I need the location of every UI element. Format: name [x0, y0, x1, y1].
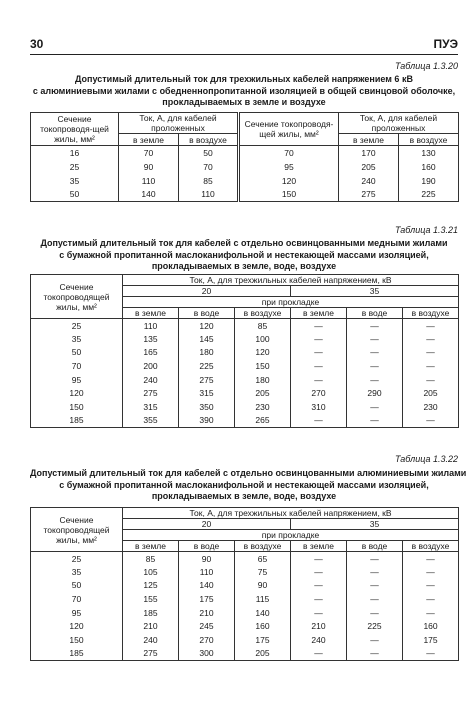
header-voltage-20: 20 — [123, 519, 291, 530]
table-cell: 290 — [347, 386, 403, 400]
table-cell: 160 — [403, 619, 459, 633]
table-cell: 185 — [31, 414, 123, 428]
table-cell: — — [403, 319, 459, 333]
table-cell: — — [403, 373, 459, 387]
header-current: Ток, А, для трехжильных кабелей напряжением, кВ — [123, 275, 459, 286]
table-cell: 70 — [31, 359, 123, 373]
table-cell: 90 — [235, 579, 291, 593]
table-cell: 95 — [31, 606, 123, 620]
table-cell: 315 — [123, 400, 179, 414]
table-cell: 175 — [179, 592, 235, 606]
table-cell: 240 — [123, 373, 179, 387]
table-cell: — — [347, 592, 403, 606]
title-line: Допустимый длительный ток для кабелей с отдельно освинцованными медными жилами — [40, 238, 448, 248]
header-sub: в воде — [347, 308, 403, 319]
table-1-3-21-number: Таблица 1.3.21 — [394, 225, 458, 235]
table-cell: 95 — [239, 160, 339, 174]
header-sub: в земле — [123, 308, 179, 319]
table-cell: 275 — [123, 386, 179, 400]
table-cell: — — [291, 359, 347, 373]
table-cell: 90 — [119, 160, 179, 174]
table-cell: 120 — [179, 319, 235, 333]
table-cell: 120 — [31, 386, 123, 400]
table-row — [31, 565, 459, 579]
table-cell: 355 — [123, 414, 179, 428]
table-row — [31, 174, 459, 188]
table-cell: 70 — [119, 146, 179, 160]
table-cell: — — [291, 414, 347, 428]
table-row — [31, 346, 459, 360]
table-cell: 240 — [123, 633, 179, 647]
header-laying: при прокладке — [123, 297, 459, 308]
table-1-3-22 — [30, 507, 459, 661]
table-cell: 25 — [31, 319, 123, 333]
table-cell: 175 — [403, 633, 459, 647]
table-cell: 230 — [403, 400, 459, 414]
table-cell: 110 — [179, 188, 239, 202]
table-1-3-20-number: Таблица 1.3.20 — [394, 61, 458, 71]
table-cell: — — [291, 592, 347, 606]
table-cell: 125 — [123, 579, 179, 593]
header-sub: в земле — [123, 541, 179, 552]
table-row — [31, 400, 459, 414]
table-cell: 150 — [31, 400, 123, 414]
table-cell: 225 — [347, 619, 403, 633]
table-cell: 140 — [235, 606, 291, 620]
header-sub: в воде — [347, 541, 403, 552]
table-1-3-20 — [30, 112, 459, 202]
header-current: Ток, А, для кабелей проложенных — [119, 113, 239, 134]
title-line: с бумажной пропитанной маслоканифольной и нестекающей массами изоляцией, — [59, 479, 429, 490]
table-cell: 110 — [119, 174, 179, 188]
table-cell: — — [347, 400, 403, 414]
header-section: Сечение токопроводя-щей жилы, мм² — [31, 113, 119, 146]
table-cell: — — [347, 373, 403, 387]
table-cell: 310 — [291, 400, 347, 414]
table-cell: — — [403, 346, 459, 360]
table-cell: 85 — [123, 552, 179, 566]
table-cell: 70 — [31, 592, 123, 606]
table-cell: 150 — [235, 359, 291, 373]
table-cell: — — [403, 359, 459, 373]
header-voltage-20: 20 — [123, 286, 291, 297]
table-cell: 95 — [31, 373, 123, 387]
title-line: с алюминиевыми жилами с обедненнопропитанной изоляцией в общей свинцовой оболочке, — [32, 85, 456, 96]
table-cell: 245 — [179, 619, 235, 633]
table-cell: — — [347, 647, 403, 661]
table-cell: 160 — [399, 160, 459, 174]
page-header — [30, 36, 458, 55]
header-sub: в воздухе — [403, 541, 459, 552]
header-air: в воздухе — [399, 134, 459, 146]
table-1-3-22-number: Таблица 1.3.22 — [394, 454, 458, 464]
table-cell: 160 — [235, 619, 291, 633]
table-row — [31, 606, 459, 620]
table-1-3-21-title — [30, 238, 458, 273]
table-cell: — — [347, 359, 403, 373]
table-cell: 180 — [179, 346, 235, 360]
table-cell: 50 — [31, 188, 119, 202]
header-current: Ток, А, для трехжильных кабелей напряжением, кВ — [123, 508, 459, 519]
header-sub: в воздухе — [235, 541, 291, 552]
table-cell: — — [403, 592, 459, 606]
table-cell: — — [291, 579, 347, 593]
header-air: в воздухе — [179, 134, 239, 146]
table-cell: — — [347, 579, 403, 593]
table-row — [31, 359, 459, 373]
table-cell: — — [403, 332, 459, 346]
table-row — [31, 146, 459, 160]
table-cell: — — [291, 552, 347, 566]
table-cell: 70 — [239, 146, 339, 160]
table-1-3-22-title — [30, 468, 467, 503]
page-number: 30 — [30, 37, 44, 51]
table-cell: — — [291, 647, 347, 661]
table-cell: — — [291, 373, 347, 387]
table-cell: 210 — [291, 619, 347, 633]
table-cell: 105 — [123, 565, 179, 579]
table-cell: 130 — [399, 146, 459, 160]
table-cell: 120 — [239, 174, 339, 188]
header-voltage-35: 35 — [291, 286, 459, 297]
table-cell: 210 — [179, 606, 235, 620]
table-cell: 75 — [235, 565, 291, 579]
table-row — [31, 647, 459, 661]
table-cell: 90 — [179, 552, 235, 566]
table-row — [31, 386, 459, 400]
table-cell: 65 — [235, 552, 291, 566]
table-cell: 35 — [31, 332, 123, 346]
table-cell: 205 — [339, 160, 399, 174]
table-cell: 265 — [235, 414, 291, 428]
title-line: прокладываемых в земле, воде, воздухе — [151, 261, 337, 271]
table-cell: 140 — [179, 579, 235, 593]
header-sub: в земле — [291, 541, 347, 552]
table-cell: — — [291, 606, 347, 620]
table-cell: 170 — [339, 146, 399, 160]
table-cell: — — [403, 565, 459, 579]
table-cell: 120 — [31, 619, 123, 633]
table-cell: 205 — [235, 386, 291, 400]
header-sub: в воде — [179, 308, 235, 319]
table-cell: 135 — [123, 332, 179, 346]
header-ground: в земле — [119, 134, 179, 146]
table-cell: — — [291, 332, 347, 346]
table-cell: 35 — [31, 565, 123, 579]
table-cell: 270 — [291, 386, 347, 400]
table-cell: 240 — [291, 633, 347, 647]
table-1-3-20-title — [30, 74, 458, 109]
header-sub: в воздухе — [235, 308, 291, 319]
table-cell: 315 — [179, 386, 235, 400]
table-cell: 70 — [179, 160, 239, 174]
table-cell: 185 — [31, 647, 123, 661]
table-cell: 390 — [179, 414, 235, 428]
table-row — [31, 592, 459, 606]
table-cell: 25 — [31, 160, 119, 174]
table-cell: — — [347, 606, 403, 620]
table-cell: 85 — [179, 174, 239, 188]
table-cell: 16 — [31, 146, 119, 160]
table-cell: 350 — [179, 400, 235, 414]
header-sub: в воде — [179, 541, 235, 552]
table-cell: — — [347, 319, 403, 333]
header-voltage-35: 35 — [291, 519, 459, 530]
header-laying: при прокладке — [123, 530, 459, 541]
table-cell: 230 — [235, 400, 291, 414]
table-cell: 275 — [339, 188, 399, 202]
table-cell: 35 — [31, 174, 119, 188]
table-cell: 190 — [399, 174, 459, 188]
table-cell: 225 — [399, 188, 459, 202]
table-cell: — — [403, 606, 459, 620]
table-cell: 145 — [179, 332, 235, 346]
table-cell: 120 — [235, 346, 291, 360]
table-cell: 300 — [179, 647, 235, 661]
title-line: прокладываемых в земле, воде, воздухе — [151, 491, 337, 501]
table-cell: — — [403, 579, 459, 593]
table-cell: 200 — [123, 359, 179, 373]
table-cell: 275 — [179, 373, 235, 387]
title-line: с бумажной пропитанной маслоканифольной и нестекающей массами изоляцией, — [59, 249, 429, 260]
table-cell: 50 — [31, 579, 123, 593]
table-cell: 180 — [235, 373, 291, 387]
table-cell: 50 — [179, 146, 239, 160]
table-row — [31, 619, 459, 633]
table-cell: 225 — [179, 359, 235, 373]
title-line: Допустимый длительный ток для кабелей с отдельно освинцованными алюминиевыми жилами — [30, 468, 467, 478]
table-row — [31, 319, 459, 333]
table-cell: — — [291, 319, 347, 333]
table-cell: 140 — [119, 188, 179, 202]
table-row — [31, 188, 459, 202]
table-cell: 150 — [31, 633, 123, 647]
table-cell: — — [347, 414, 403, 428]
table-cell: 150 — [239, 188, 339, 202]
table-cell: — — [347, 552, 403, 566]
header-sub: в воздухе — [403, 308, 459, 319]
table-cell: — — [403, 552, 459, 566]
table-cell: 175 — [235, 633, 291, 647]
header-sub: в земле — [291, 308, 347, 319]
header-section: Сечение токопроводящей жилы, мм² — [31, 275, 123, 319]
table-row — [31, 414, 459, 428]
table-cell: 100 — [235, 332, 291, 346]
table-cell: — — [403, 414, 459, 428]
table-cell: 165 — [123, 346, 179, 360]
table-cell: 275 — [123, 647, 179, 661]
table-row — [31, 552, 459, 566]
book-title: ПУЭ — [433, 37, 458, 51]
table-cell: 270 — [179, 633, 235, 647]
title-line: прокладываемых в земле и воздухе — [162, 97, 326, 107]
table-cell: 240 — [339, 174, 399, 188]
table-cell: — — [291, 346, 347, 360]
table-cell: 155 — [123, 592, 179, 606]
table-cell: 110 — [179, 565, 235, 579]
table-cell: 50 — [31, 346, 123, 360]
table-row — [31, 332, 459, 346]
header-section: Сечение токопроводящей жилы, мм² — [31, 508, 123, 552]
table-cell: — — [347, 633, 403, 647]
table-cell: 115 — [235, 592, 291, 606]
table-row — [31, 579, 459, 593]
table-cell: — — [347, 346, 403, 360]
header-section: Сечение токопроводя-щей жилы, мм² — [239, 113, 339, 146]
table-cell: — — [347, 565, 403, 579]
table-cell: 205 — [235, 647, 291, 661]
table-row — [31, 633, 459, 647]
title-line: Допустимый длительный ток для трехжильных кабелей напряжением 6 кВ — [75, 74, 413, 84]
table-row — [31, 160, 459, 174]
table-cell: 25 — [31, 552, 123, 566]
table-cell: 210 — [123, 619, 179, 633]
table-1-3-21 — [30, 274, 459, 428]
table-cell: — — [291, 565, 347, 579]
table-cell: — — [403, 647, 459, 661]
header-ground: в земле — [339, 134, 399, 146]
table-cell: 185 — [123, 606, 179, 620]
table-cell: 110 — [123, 319, 179, 333]
header-current: Ток, А, для кабелей проложенных — [339, 113, 459, 134]
table-cell: 205 — [403, 386, 459, 400]
table-row — [31, 373, 459, 387]
table-cell: — — [347, 332, 403, 346]
table-cell: 85 — [235, 319, 291, 333]
